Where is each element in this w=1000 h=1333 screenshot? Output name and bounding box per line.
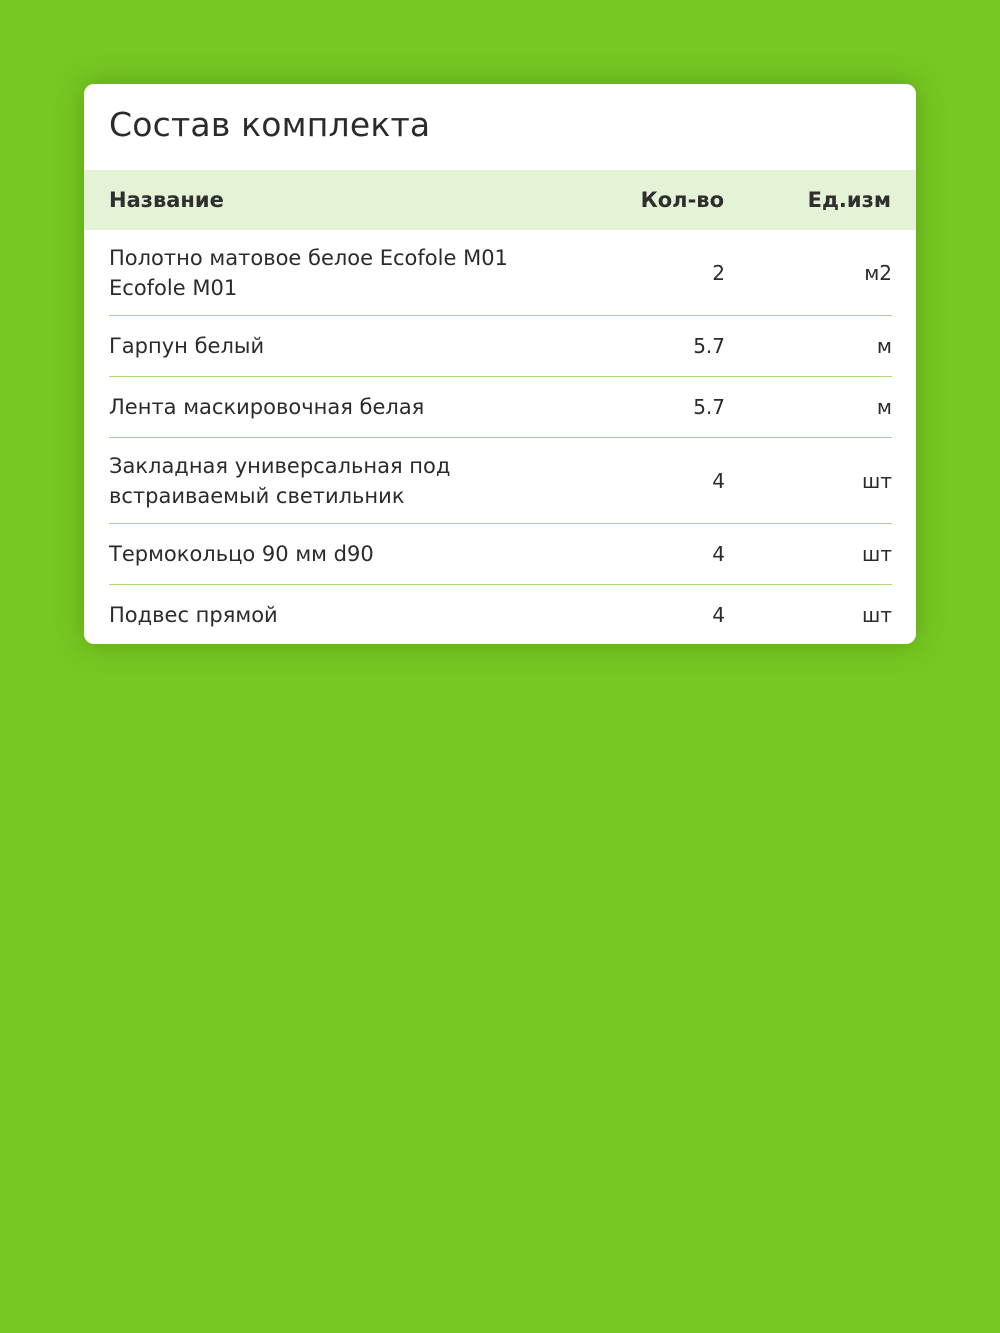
- table-row: [109, 377, 892, 438]
- table-header: [84, 170, 916, 230]
- card-title: Состав комплекта: [109, 105, 431, 144]
- row-qty: 4: [712, 603, 725, 627]
- column-header-qty: Кол-во: [640, 188, 724, 212]
- table-row: [109, 585, 892, 644]
- table-row: [109, 438, 892, 524]
- row-unit: шт: [862, 542, 892, 566]
- row-qty: 5.7: [693, 334, 725, 358]
- column-header-unit: Ед.изм: [807, 188, 891, 212]
- row-qty: 2: [712, 260, 725, 285]
- row-unit: шт: [862, 603, 892, 627]
- table-row: [109, 524, 892, 585]
- row-qty: 5.7: [693, 395, 725, 419]
- row-unit: м: [876, 395, 892, 419]
- row-name: Лента маскировочная белая: [109, 395, 425, 419]
- row-qty: 4: [712, 468, 725, 493]
- row-unit: м: [876, 334, 892, 358]
- row-name: Гарпун белый: [109, 334, 265, 358]
- row-name: Подвес прямой: [109, 603, 278, 627]
- table-row: [109, 230, 892, 316]
- row-name: Термокольцо 90 мм d90: [109, 542, 374, 566]
- kit-contents-card: [84, 84, 916, 644]
- column-header-name: Название: [109, 188, 224, 212]
- table-row: [109, 316, 892, 377]
- row-qty: 4: [712, 542, 725, 566]
- row-unit: м2: [864, 260, 892, 285]
- row-unit: шт: [862, 468, 892, 493]
- row-name: Полотно матовое белое Ecofole M01 Ecofole M01: [109, 245, 508, 300]
- row-name: Закладная универсальная под встраиваемый светильник: [109, 453, 451, 508]
- table-body: [109, 230, 892, 644]
